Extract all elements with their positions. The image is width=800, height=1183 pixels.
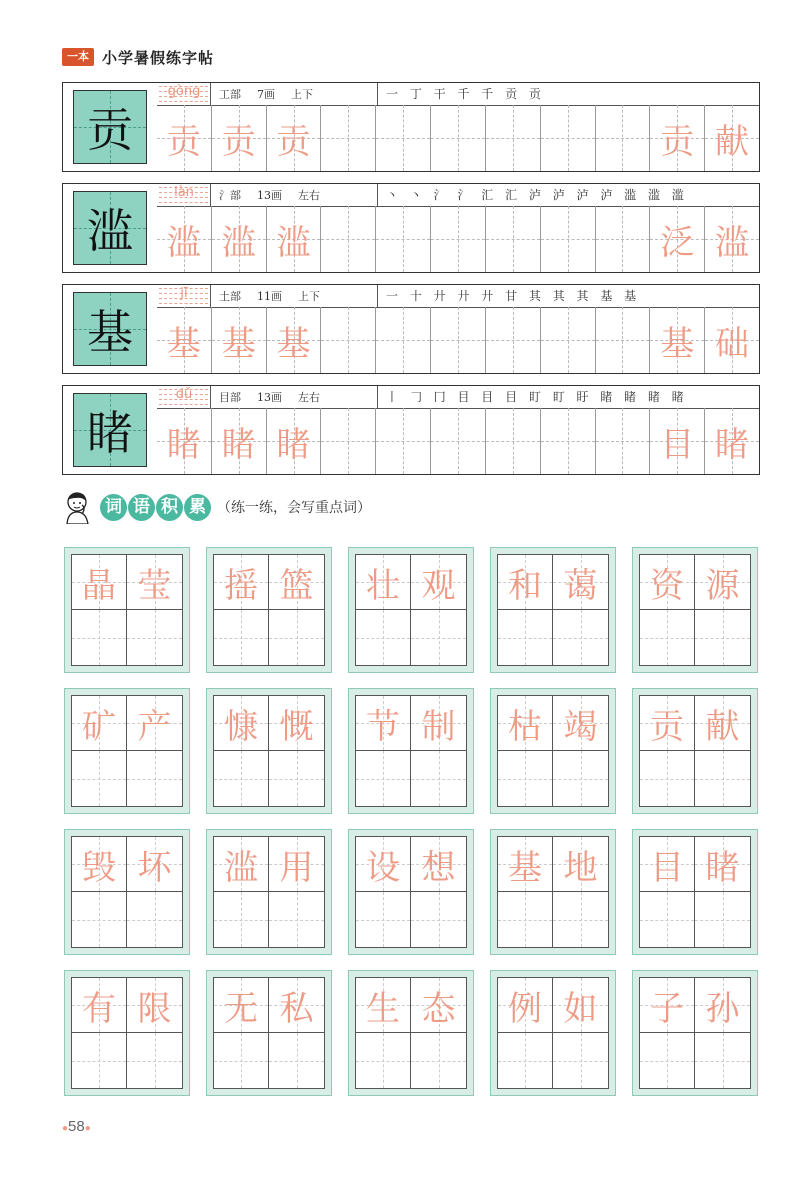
trace-char (596, 307, 650, 373)
trace-char: 资 (650, 565, 684, 606)
practice-cell[interactable] (541, 307, 596, 373)
word-cell[interactable] (553, 978, 608, 1033)
pinyin-box (157, 83, 211, 105)
char-practice-row (62, 284, 760, 374)
word-cell-empty[interactable] (127, 1033, 182, 1088)
trace-char: 睹 (221, 424, 256, 465)
section-title (100, 494, 212, 521)
word-cell-empty[interactable] (695, 892, 750, 947)
word-cell[interactable] (356, 555, 411, 610)
trace-char: 例 (508, 988, 542, 1029)
trace-char: 睹 (715, 424, 750, 465)
stroke-count: 13画 (257, 189, 282, 202)
trace-char: 地 (563, 847, 598, 888)
trace-char: 壮 (366, 565, 400, 606)
word-practice-block (206, 688, 332, 814)
word-cell-empty[interactable] (411, 610, 466, 665)
trace-char (321, 105, 375, 171)
word-cell-empty[interactable] (411, 892, 466, 947)
trace-char: 节 (366, 706, 400, 747)
trace-char: 基 (276, 323, 311, 364)
radical: 土部 (219, 290, 241, 303)
trace-char: 枯 (508, 706, 542, 747)
word-practice-block (490, 688, 616, 814)
word-cell-empty[interactable] (553, 751, 608, 806)
practice-cell[interactable] (376, 307, 431, 373)
word-practice-block (348, 829, 474, 955)
practice-cell[interactable] (321, 408, 376, 474)
word-cell[interactable] (553, 555, 608, 610)
trace-char: 滥 (224, 847, 258, 888)
trace-char: 坏 (137, 847, 172, 888)
trace-char: 贡 (166, 121, 201, 162)
word-cell-empty[interactable] (127, 892, 182, 947)
practice-cell[interactable] (705, 408, 759, 474)
practice-cell[interactable] (705, 206, 759, 272)
trace-char: 用 (279, 847, 314, 888)
word-cell[interactable] (214, 555, 269, 610)
word-practice-block (632, 970, 758, 1096)
word-cell-empty[interactable] (72, 610, 127, 665)
practice-cell[interactable] (596, 206, 651, 272)
word-cell[interactable] (695, 978, 750, 1033)
char-info (219, 288, 336, 304)
word-accumulation-heading (62, 490, 371, 524)
trace-char (431, 307, 485, 373)
word-cell[interactable] (214, 696, 269, 751)
stroke-count: 13画 (257, 391, 282, 404)
practice-cell[interactable] (705, 307, 759, 373)
trace-char: 源 (705, 565, 740, 606)
word-cell[interactable] (553, 837, 608, 892)
trace-char (321, 408, 375, 474)
radical: 工部 (219, 88, 241, 101)
word-cell-empty[interactable] (269, 1033, 324, 1088)
word-cell[interactable] (640, 696, 695, 751)
practice-cell[interactable] (157, 105, 212, 171)
trace-char: 毁 (82, 847, 116, 888)
practice-cell[interactable] (596, 105, 651, 171)
practice-cell[interactable] (157, 206, 212, 272)
radical: 目部 (219, 391, 241, 404)
trace-char: 想 (421, 847, 456, 888)
char-practice-row (62, 82, 760, 172)
word-cell[interactable] (498, 696, 553, 751)
trace-char: 私 (279, 988, 314, 1029)
trace-char: 基 (508, 847, 542, 888)
practice-cell[interactable] (321, 206, 376, 272)
trace-char: 基 (660, 323, 695, 364)
practice-cell[interactable] (321, 307, 376, 373)
pinyin: jī (180, 286, 188, 301)
model-char: 睹 (73, 393, 147, 467)
trace-char (486, 307, 540, 373)
word-cell-empty[interactable] (411, 751, 466, 806)
word-practice-block (490, 829, 616, 955)
pinyin-box (157, 386, 211, 408)
section-title-char: 累 (184, 494, 211, 521)
practice-cell[interactable] (486, 408, 541, 474)
word-cell-empty[interactable] (640, 610, 695, 665)
word-cell[interactable] (127, 978, 182, 1033)
trace-char: 制 (421, 706, 456, 747)
word-cell-empty[interactable] (356, 610, 411, 665)
trace-char: 础 (715, 323, 750, 364)
word-cell-empty[interactable] (214, 892, 269, 947)
practice-cell[interactable] (267, 206, 322, 272)
word-cell[interactable] (269, 837, 324, 892)
word-cell[interactable] (498, 837, 553, 892)
trace-char: 莹 (137, 565, 172, 606)
word-practice-block (490, 547, 616, 673)
model-char: 基 (73, 292, 147, 366)
word-cell-empty[interactable] (356, 1033, 411, 1088)
practice-cell[interactable] (212, 206, 267, 272)
word-cell[interactable] (72, 837, 127, 892)
practice-cell[interactable] (650, 105, 705, 171)
word-cell-empty[interactable] (553, 1033, 608, 1088)
word-practice-block (348, 970, 474, 1096)
word-practice-block (632, 829, 758, 955)
trace-char: 贡 (221, 121, 256, 162)
trace-char: 篮 (279, 565, 314, 606)
practice-cell[interactable] (157, 408, 212, 474)
word-cell[interactable] (356, 837, 411, 892)
char-info (219, 86, 329, 102)
practice-cell[interactable] (212, 408, 267, 474)
trace-char: 设 (366, 847, 400, 888)
trace-char (541, 206, 595, 272)
word-cell-empty[interactable] (640, 751, 695, 806)
word-cell[interactable] (269, 696, 324, 751)
char-info (219, 389, 336, 405)
trace-char: 泛 (660, 222, 695, 263)
trace-char (431, 206, 485, 272)
word-practice-block (348, 688, 474, 814)
word-cell[interactable] (695, 837, 750, 892)
word-cell-empty[interactable] (72, 1033, 127, 1088)
structure: 左右 (298, 189, 320, 202)
word-cell[interactable] (411, 696, 466, 751)
trace-char: 基 (221, 323, 256, 364)
page-number-text: 58 (68, 1118, 85, 1135)
practice-cell[interactable] (541, 206, 596, 272)
word-cell[interactable] (640, 837, 695, 892)
trace-char: 滥 (166, 222, 201, 263)
trace-char: 如 (563, 988, 598, 1029)
trace-char: 睹 (276, 424, 311, 465)
word-practice-block (632, 547, 758, 673)
practice-cell[interactable] (157, 307, 212, 373)
word-cell-empty[interactable] (356, 751, 411, 806)
word-cell[interactable] (553, 696, 608, 751)
trace-char (541, 105, 595, 171)
word-practice-block (206, 547, 332, 673)
practice-cell[interactable] (431, 408, 486, 474)
trace-char: 睹 (705, 847, 740, 888)
word-practice-block (64, 688, 190, 814)
pinyin: làn (174, 185, 194, 200)
trace-char: 滥 (276, 222, 311, 263)
trace-char: 献 (715, 121, 750, 162)
trace-char (376, 206, 430, 272)
word-cell-empty[interactable] (498, 610, 553, 665)
word-cell[interactable] (214, 837, 269, 892)
stroke-order: 一 丁 干 千 千 贡 贡 (377, 83, 545, 105)
trace-char (376, 408, 430, 474)
pinyin: dǔ (175, 387, 193, 402)
word-cell-empty[interactable] (269, 751, 324, 806)
word-cell-empty[interactable] (72, 892, 127, 947)
trace-char (486, 408, 540, 474)
word-cell-empty[interactable] (640, 892, 695, 947)
practice-cell[interactable] (541, 408, 596, 474)
practice-cell[interactable] (267, 408, 322, 474)
word-practice-block (632, 688, 758, 814)
word-cell[interactable] (127, 555, 182, 610)
practice-cell[interactable] (212, 105, 267, 171)
practice-cell[interactable] (486, 206, 541, 272)
trace-char: 贡 (660, 121, 695, 162)
word-cell-empty[interactable] (127, 610, 182, 665)
radical: 氵部 (219, 189, 241, 202)
stroke-order: 丶 丶 氵 氵 汇 汇 泸 泸 泸 泸 滥 滥 滥 (377, 184, 688, 206)
char-practice-row (62, 385, 760, 475)
practice-cell[interactable] (650, 408, 705, 474)
trace-char (541, 408, 595, 474)
word-cell[interactable] (72, 978, 127, 1033)
stroke-count: 7画 (257, 88, 275, 101)
pinyin: gòng (167, 84, 201, 99)
trace-char: 慷 (224, 706, 258, 747)
trace-char: 有 (82, 988, 116, 1029)
practice-cell[interactable] (376, 105, 431, 171)
practice-cell[interactable] (431, 105, 486, 171)
word-cell-empty[interactable] (553, 610, 608, 665)
section-subtitle: （练一练，会写重点词） (217, 500, 371, 516)
trace-char: 蔼 (563, 565, 598, 606)
practice-cell[interactable] (486, 307, 541, 373)
trace-char (376, 105, 430, 171)
practice-cell[interactable] (321, 105, 376, 171)
trace-char: 子 (650, 988, 684, 1029)
structure: 上下 (291, 88, 313, 101)
word-cell[interactable] (411, 978, 466, 1033)
word-cell-empty[interactable] (214, 751, 269, 806)
section-title-char: 语 (128, 494, 155, 521)
word-cell[interactable] (214, 978, 269, 1033)
word-cell-empty[interactable] (127, 751, 182, 806)
trace-char (596, 105, 650, 171)
trace-char: 滥 (221, 222, 256, 263)
model-char: 贡 (73, 90, 147, 164)
word-cell-empty[interactable] (695, 1033, 750, 1088)
word-cell-empty[interactable] (498, 1033, 553, 1088)
practice-cell[interactable] (596, 307, 651, 373)
practice-cell[interactable] (650, 307, 705, 373)
trace-char (486, 206, 540, 272)
trace-char (376, 307, 430, 373)
brand-badge: 一本 (62, 48, 94, 66)
trace-char: 目 (660, 424, 695, 465)
word-cell-empty[interactable] (269, 892, 324, 947)
trace-char (596, 206, 650, 272)
model-char: 滥 (73, 191, 147, 265)
word-practice-block (206, 829, 332, 955)
word-cell[interactable] (640, 978, 695, 1033)
word-practice-block (64, 547, 190, 673)
word-cell-empty[interactable] (695, 610, 750, 665)
word-cell[interactable] (269, 555, 324, 610)
trace-char: 矿 (82, 706, 116, 747)
trace-char: 滥 (715, 222, 750, 263)
practice-cell[interactable] (541, 105, 596, 171)
trace-char: 睹 (166, 424, 201, 465)
trace-char: 限 (137, 988, 172, 1029)
word-cell-empty[interactable] (356, 892, 411, 947)
word-cell-empty[interactable] (72, 751, 127, 806)
practice-cell[interactable] (376, 206, 431, 272)
trace-char: 孙 (705, 988, 740, 1029)
practice-cell[interactable] (376, 408, 431, 474)
word-cell[interactable] (269, 978, 324, 1033)
word-cell[interactable] (127, 696, 182, 751)
word-practice-block (64, 829, 190, 955)
book-title: 小学暑假练字帖 (102, 48, 215, 67)
trace-char: 贡 (276, 121, 311, 162)
word-practice-block (64, 970, 190, 1096)
child-thinking-icon (62, 490, 96, 524)
trace-char: 慨 (279, 706, 314, 747)
pinyin-box (157, 285, 211, 307)
trace-char (321, 206, 375, 272)
word-cell-empty[interactable] (214, 610, 269, 665)
trace-char (486, 105, 540, 171)
word-cell[interactable] (356, 978, 411, 1033)
trace-char: 观 (421, 565, 456, 606)
word-cell[interactable] (498, 555, 553, 610)
word-practice-block (490, 970, 616, 1096)
word-cell-empty[interactable] (640, 1033, 695, 1088)
trace-char (541, 307, 595, 373)
word-cell-empty[interactable] (269, 610, 324, 665)
word-cell[interactable] (72, 555, 127, 610)
word-practice-block (348, 547, 474, 673)
word-cell[interactable] (498, 978, 553, 1033)
stroke-order: 丨 𠃌 冂 目 目 目 盯 盯 盱 睹 睹 睹 睹 (377, 386, 688, 408)
trace-char: 基 (166, 323, 201, 364)
trace-char (431, 408, 485, 474)
trace-char (596, 408, 650, 474)
word-cell-empty[interactable] (498, 892, 553, 947)
practice-cell[interactable] (650, 206, 705, 272)
char-info (219, 187, 336, 203)
word-practice-block (206, 970, 332, 1096)
word-cell[interactable] (127, 837, 182, 892)
stroke-count: 11画 (257, 290, 282, 303)
trace-char: 生 (366, 988, 400, 1029)
section-title-char: 词 (100, 494, 127, 521)
practice-cell[interactable] (705, 105, 759, 171)
trace-char: 产 (137, 706, 172, 747)
word-cell-empty[interactable] (553, 892, 608, 947)
practice-cell[interactable] (596, 408, 651, 474)
practice-cell[interactable] (267, 307, 322, 373)
word-cell-empty[interactable] (214, 1033, 269, 1088)
char-practice-row (62, 183, 760, 273)
trace-char: 目 (650, 847, 684, 888)
practice-cell[interactable] (486, 105, 541, 171)
trace-char: 和 (508, 565, 542, 606)
word-cell[interactable] (72, 696, 127, 751)
trace-char: 摇 (224, 565, 258, 606)
page-header (62, 46, 214, 68)
word-cell[interactable] (411, 837, 466, 892)
practice-cell[interactable] (431, 206, 486, 272)
word-cell[interactable] (411, 555, 466, 610)
trace-char: 无 (224, 988, 258, 1029)
word-cell-empty[interactable] (498, 751, 553, 806)
word-cell-empty[interactable] (411, 1033, 466, 1088)
trace-char (321, 307, 375, 373)
word-cell-empty[interactable] (695, 751, 750, 806)
structure: 左右 (298, 391, 320, 404)
trace-char (431, 105, 485, 171)
page-number: ●58● (62, 1118, 91, 1135)
word-cell[interactable] (695, 555, 750, 610)
trace-char: 竭 (563, 706, 598, 747)
section-title-char: 积 (156, 494, 183, 521)
practice-cell[interactable] (431, 307, 486, 373)
trace-char: 态 (421, 988, 456, 1029)
pinyin-box (157, 184, 211, 206)
word-cell[interactable] (640, 555, 695, 610)
structure: 上下 (298, 290, 320, 303)
practice-cell[interactable] (212, 307, 267, 373)
word-cell[interactable] (695, 696, 750, 751)
word-cell[interactable] (356, 696, 411, 751)
trace-char: 贡 (650, 706, 684, 747)
trace-char: 献 (705, 706, 740, 747)
stroke-order: 一 十 廾 廾 廾 甘 其 其 其 基 基 (377, 285, 640, 307)
practice-cell[interactable] (267, 105, 322, 171)
trace-char: 晶 (82, 565, 116, 606)
